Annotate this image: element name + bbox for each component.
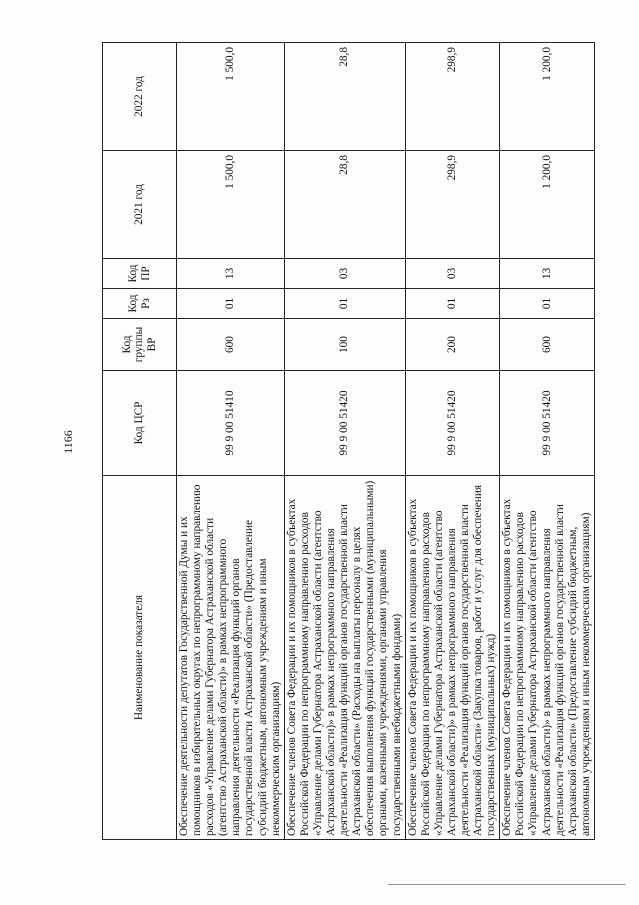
budget-table bbox=[102, 42, 595, 840]
cell-name: Обеспечение членов Совета Федерации и их помощников в субъектах Российской Федерации по непрограммному направлению расходов «Управление делами Губернатора Астраханской области (агентство Астраханской области)» в рамках непрограммного направления деятельности «Реализация функций органов государственной власти Астраханской области» (Закупка товаров, работ и услуг для обеспечения государственных (муниципальных) нужд) bbox=[405, 476, 500, 840]
cell-vr: 600 bbox=[177, 319, 285, 371]
table-row bbox=[284, 43, 405, 840]
cell-vr: 200 bbox=[405, 319, 500, 371]
cell-vr: 100 bbox=[284, 319, 405, 371]
cell-2022: 298,9 bbox=[405, 43, 500, 151]
cell-rz: 01 bbox=[500, 289, 595, 319]
cell-csr: 99 9 00 51420 bbox=[405, 371, 500, 476]
cell-csr: 99 9 00 51420 bbox=[284, 371, 405, 476]
cell-2022: 1 500,0 bbox=[177, 43, 285, 151]
table-row bbox=[500, 43, 595, 840]
budget-table-rotated bbox=[102, 43, 592, 840]
header-2021: 2021 год bbox=[103, 151, 177, 259]
cell-pr: 03 bbox=[284, 259, 405, 289]
header-name: Наименование показателя bbox=[103, 476, 177, 840]
table-row bbox=[405, 43, 500, 840]
header-rz: Код Рз bbox=[103, 289, 177, 319]
cell-name: Обеспечение членов Совета Федерации и их помощников в субъектах Российской Федерации по непрограммному направлению расходов «Управление делами Губернатора Астраханской области (агентство Астраханской области)» в рамках непрограммного направления деятельности «Реализация функций органов государственной власти Астраханской области» (Предоставление субсидий бюджетным, автономным учреждениям и иным некоммерческим организациям) bbox=[500, 476, 595, 840]
cell-rz: 01 bbox=[405, 289, 500, 319]
header-pr: Код ПР bbox=[103, 259, 177, 289]
cell-name: Обеспечение членов Совета Федерации и их помощников в субъектах Российской Федерации по непрограммному направлению расходов «Управление делами Губернатора Астраханской области (агентство Астраханской области)» в рамках непрограммного направления деятельности «Реализация функций органов государственной власти Астраханской области» (Расходы на выплаты персоналу в целях обеспечения выполнения функций государственными (муниципальными) органами, казенными учреждениями, органами управления государственными внебюджетными фондами) bbox=[284, 476, 405, 840]
cell-vr: 600 bbox=[500, 319, 595, 371]
header-2022: 2022 год bbox=[103, 43, 177, 151]
table-header-row bbox=[103, 43, 177, 840]
footer-rule bbox=[388, 884, 626, 885]
cell-2021: 28,8 bbox=[284, 151, 405, 259]
cell-name: Обеспечение деятельности депутатов Государственной Думы и их помощников в избирательных округах по непрограммному направлению расходов «Управление делами Губернатора Астраханской области (агентство Астраханской области)» в рамках непрограммного направления деятельности «Реализация функций органов государственной власти Астраханской области» (Предоставление субсидий бюджетным, автономным учреждениям и иным некоммерческим организациям) bbox=[177, 476, 285, 840]
cell-2022: 1 200,0 bbox=[500, 43, 595, 151]
cell-2021: 1 500,0 bbox=[177, 151, 285, 259]
cell-csr: 99 9 00 51420 bbox=[500, 371, 595, 476]
cell-2021: 298,9 bbox=[405, 151, 500, 259]
cell-pr: 13 bbox=[177, 259, 285, 289]
cell-rz: 01 bbox=[284, 289, 405, 319]
header-vr: Код группы ВР bbox=[103, 319, 177, 371]
cell-pr: 03 bbox=[405, 259, 500, 289]
cell-csr: 99 9 00 51410 bbox=[177, 371, 285, 476]
cell-2022: 28,8 bbox=[284, 43, 405, 151]
cell-2021: 1 200,0 bbox=[500, 151, 595, 259]
cell-pr: 13 bbox=[500, 259, 595, 289]
cell-rz: 01 bbox=[177, 289, 285, 319]
header-csr: Код ЦСР bbox=[103, 371, 177, 476]
page-number: 1166 bbox=[61, 430, 75, 454]
table-row bbox=[177, 43, 285, 840]
